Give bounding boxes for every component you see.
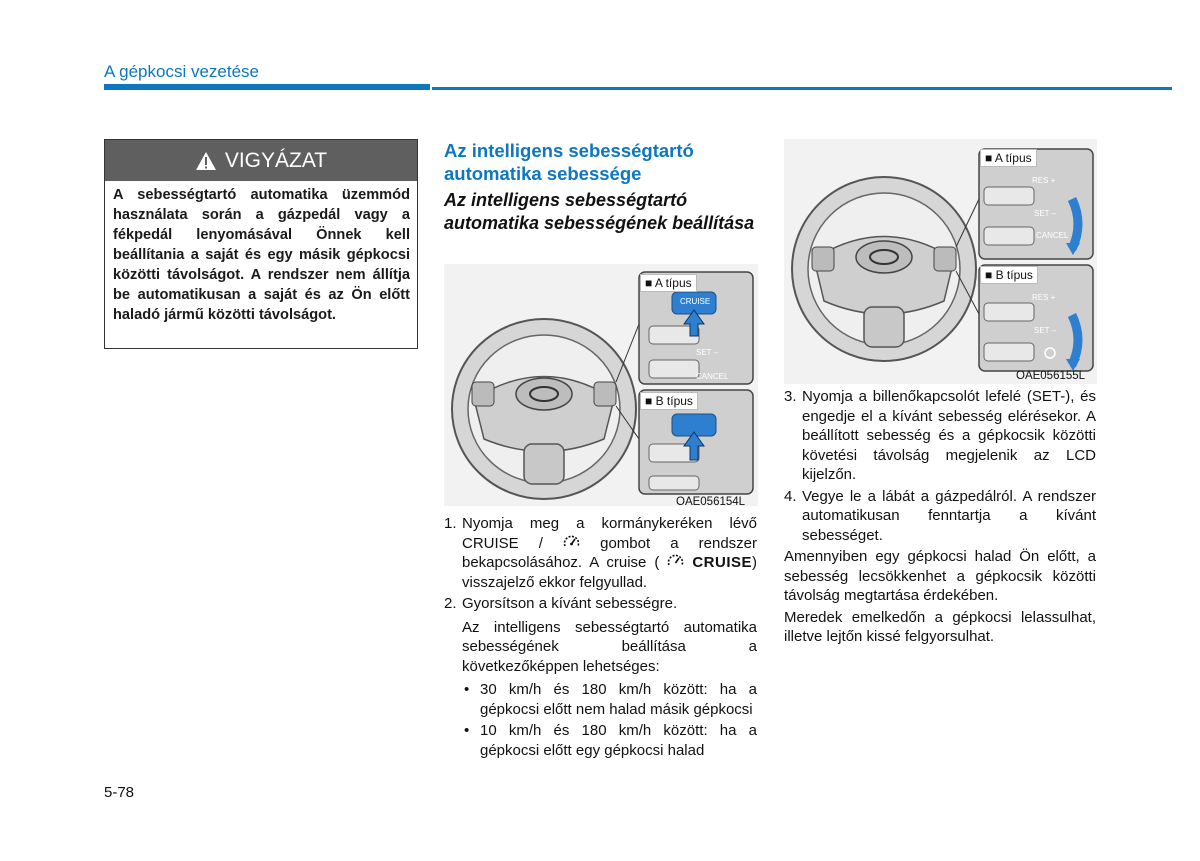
figure-1-cancel-label: CANCEL [696, 372, 729, 381]
bullet-text: 10 km/h és 180 km/h között: ha a gépkocsi előtt egy gépkocsi halad [480, 722, 757, 759]
step-3 [784, 387, 1096, 485]
step-2 [444, 594, 757, 614]
paragraph: Amennyiben egy gépkocsi halad Ön előtt, a sebesség lecsökkenhet a gépkocsik közötti távolság megtartása érdekében. [784, 548, 1096, 604]
section-title: A gépkocsi vezetése [104, 62, 259, 81]
warning-header [105, 140, 417, 181]
step-text [462, 514, 757, 592]
bullet-item [444, 721, 757, 760]
right-steps [784, 387, 1096, 647]
bullet-symbol: • [464, 722, 470, 739]
steering-wheel-illustration [444, 264, 758, 506]
step-number: 3. [784, 388, 797, 405]
warning-text: A sebességtartó automatika üzemmód használata során a gázpedál vagy a fékpedál lenyomásával Önnek kell beállítania a saját és egy másik gépkocsi közötti távolságot. A rendszer nem állítja be automatikusan a saját és az Ön előtt haladó jármű közötti távolságot. [113, 187, 410, 323]
page-number: 5-78 [104, 784, 135, 801]
warning-triangle-icon [195, 151, 217, 171]
steering-wheel-figure-2 [784, 139, 1097, 384]
paragraph: Meredek emelkedőn a gépkocsi lelassulhat, illetve lejtőn kissé felgyorsulhat. [784, 608, 1096, 645]
figure-2-cancel-label: CANCEL [1036, 231, 1069, 240]
figure-2-set-label: SET – [1034, 209, 1057, 218]
figure-1-badge-b: ■ B típus [640, 392, 698, 410]
step-number: 2. [444, 595, 457, 612]
cruise-indicator-label: CRUISE [692, 554, 753, 571]
cruise-speedometer-icon [563, 534, 580, 550]
step-number: 4. [784, 487, 797, 505]
figure-2-set-label-b: SET – [1034, 326, 1057, 335]
figure-2-res-label: RES + [1032, 176, 1056, 185]
warning-title: VIGYÁZAT [224, 148, 328, 172]
warning-box [104, 139, 418, 349]
step-1-text-a: Nyomja meg a kormánykeréken lévő CRUISE / [462, 515, 757, 552]
cruise-indicator-icon [667, 553, 684, 569]
step-number: 1. [444, 515, 457, 532]
figure-2-badge-b: ■ B típus [980, 266, 1038, 284]
steering-wheel-figure-1 [444, 264, 758, 506]
figure-1-badge-a: ■ A típus [640, 274, 697, 292]
bullet-symbol: • [464, 681, 470, 698]
figure-1-caption: OAE056154L [676, 496, 746, 508]
header-rule-thin [432, 87, 1172, 90]
step-4 [784, 487, 1096, 546]
middle-steps [444, 514, 757, 760]
figure-2-badge-a: ■ A típus [980, 149, 1037, 167]
step-1-text-d: visszajelző ekkor felgyullad. [462, 573, 648, 591]
step-text: Gyorsítson a kívánt sebességre. [462, 595, 678, 612]
step-1-text-c: ) [752, 554, 758, 571]
header-rule-thick [104, 84, 430, 90]
bullet-item [444, 680, 757, 719]
step-text: Vegye le a lábát a gázpedálról. A rendszer automatikusan fenntartja a kívánt sebességet. [802, 487, 1096, 544]
subsection-heading: Az intelligens sebességtartó automatika sebességének beállítása [444, 190, 755, 233]
section-heading: Az intelligens sebességtartó automatika sebessége [444, 140, 694, 184]
figure-2-caption: OAE056155L [1016, 370, 1086, 382]
figure-2-res-label-b: RES + [1032, 293, 1056, 302]
step-2-paragraph: Az intelligens sebességtartó automatika sebességének beállítása a következőképpen lehetséges: [462, 618, 757, 675]
figure-1-cruise-label: CRUISE [680, 297, 711, 306]
step-1 [444, 514, 757, 592]
bullet-text: 30 km/h és 180 km/h között: ha a gépkocsi előtt nem halad másik gépkocsi [480, 681, 757, 718]
step-1-text-b: gombot a rendszer bekapcsolásához. A cruise ( [462, 534, 758, 571]
step-text: Nyomja a billenőkapcsolót lefelé (SET-), és engedje el a kívánt sebesség elérésekor. A beállított sebesség és a gépkocsik közötti követési távolság megjelenik az LCD kijelzőn. [802, 388, 1096, 483]
figure-1-set-label: SET – [696, 348, 719, 357]
